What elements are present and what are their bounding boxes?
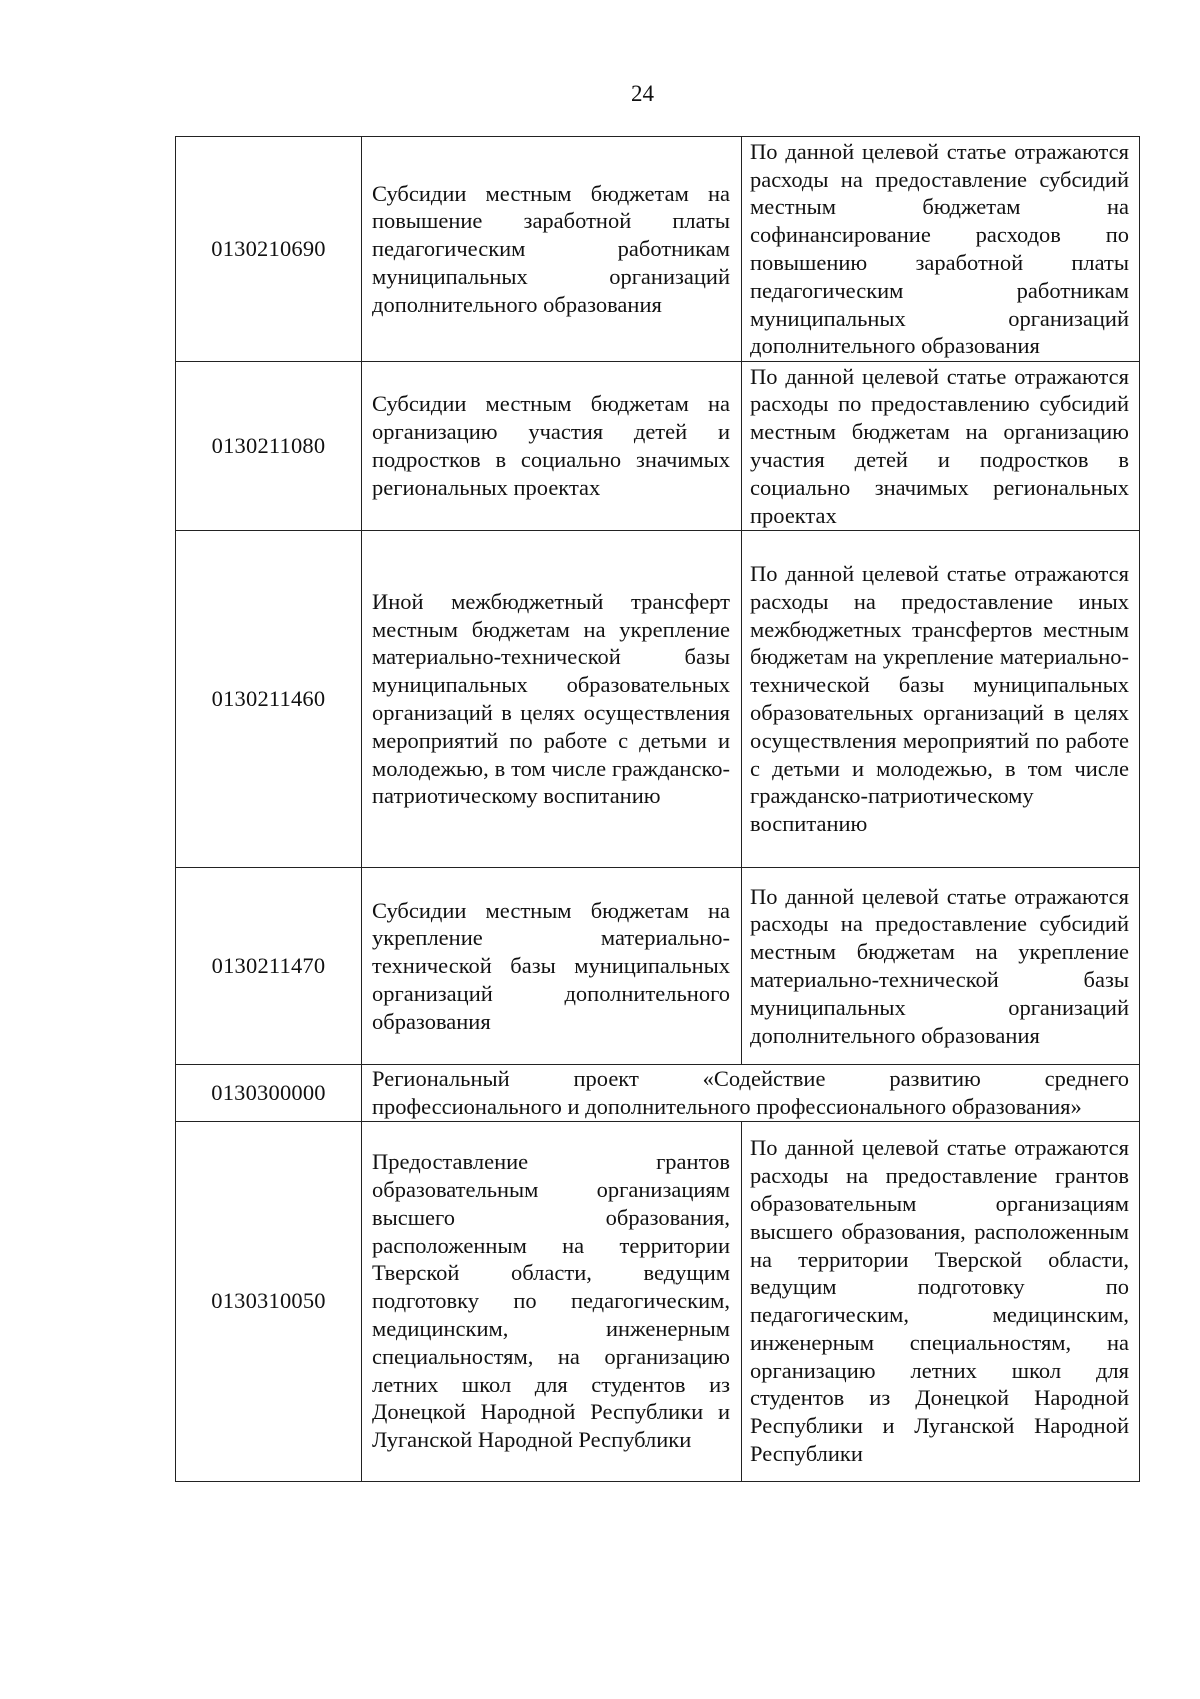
regional-project-title-line-2: профессионального и дополнительного профессионального образования» — [372, 1093, 1082, 1119]
regional-project-title — [362, 1065, 1140, 1122]
regional-project-title-line-1: Региональный проект «Содействие развитию среднего — [372, 1066, 1129, 1091]
budget-classification-table — [175, 136, 1140, 1482]
target-article-name: Субсидии местным бюджетам на повышение заработной платы педагогическим работникам муниципальных организаций дополнительного образования — [362, 137, 742, 362]
target-article-description: По данной целевой статье отражаются расходы на предоставление грантов образовательным организациям высшего образования, расположенным на территории Тверской области, ведущим подготовку по педагогическим, медицинским, инженерным специальностям, на организацию летних школ для студентов из Донецкой Народной Республики и Луганской Народной Республики — [742, 1121, 1140, 1481]
target-article-code: 0130210690 — [176, 137, 362, 362]
table-row — [176, 137, 1140, 362]
target-article-code: 0130211460 — [176, 531, 362, 868]
target-article-description: По данной целевой статье отражаются расходы на предоставление субсидий местным бюджетам на укрепление материально-технической базы муниципальных организаций дополнительного образования — [742, 868, 1140, 1065]
target-article-description: По данной целевой статье отражаются расходы на предоставление субсидий местным бюджетам на софинансирование расходов по повышению заработной платы педагогическим работникам муниципальных организаций дополнительного образования — [742, 137, 1140, 362]
table-row — [176, 1121, 1140, 1481]
target-article-code: 0130211080 — [176, 362, 362, 531]
target-article-code: 0130300000 — [176, 1065, 362, 1122]
table-row-section — [176, 1065, 1140, 1122]
target-article-code: 0130211470 — [176, 868, 362, 1065]
target-article-name: Иной межбюджетный трансферт местным бюджетам на укрепление материально-технической базы муниципальных образовательных организаций в целях осуществления мероприятий по работе с детьми и молодежью, в том числе гражданско-патриотическому воспитанию — [362, 531, 742, 868]
table-row — [176, 362, 1140, 531]
target-article-name: Субсидии местным бюджетам на укрепление материально-технической базы муниципальных организаций дополнительного образования — [362, 868, 742, 1065]
page-number: 24 — [631, 81, 654, 106]
target-article-code: 0130310050 — [176, 1121, 362, 1481]
target-article-description: По данной целевой статье отражаются расходы на предоставление иных межбюджетных трансфертов местным бюджетам на укрепление материально-технической базы муниципальных образовательных организаций в целях осуществления мероприятий по работе с детьми и молодежью, в том числе гражданско-патриотическому воспитанию — [742, 531, 1140, 868]
table-row — [176, 868, 1140, 1065]
target-article-name: Предоставление грантов образовательным организациям высшего образования, расположенным на территории Тверской области, ведущим подготовку по педагогическим, медицинским, инженерным специальностям, на организацию летних школ для студентов из Донецкой Народной Республики и Луганской Народной Республики — [362, 1121, 742, 1481]
target-article-description: По данной целевой статье отражаются расходы по предоставлению субсидий местным бюджетам на организацию участия детей и подростков в социально значимых региональных проектах — [742, 362, 1140, 531]
table-row — [176, 531, 1140, 868]
target-article-name: Субсидии местным бюджетам на организацию участия детей и подростков в социально значимых региональных проектах — [362, 362, 742, 531]
